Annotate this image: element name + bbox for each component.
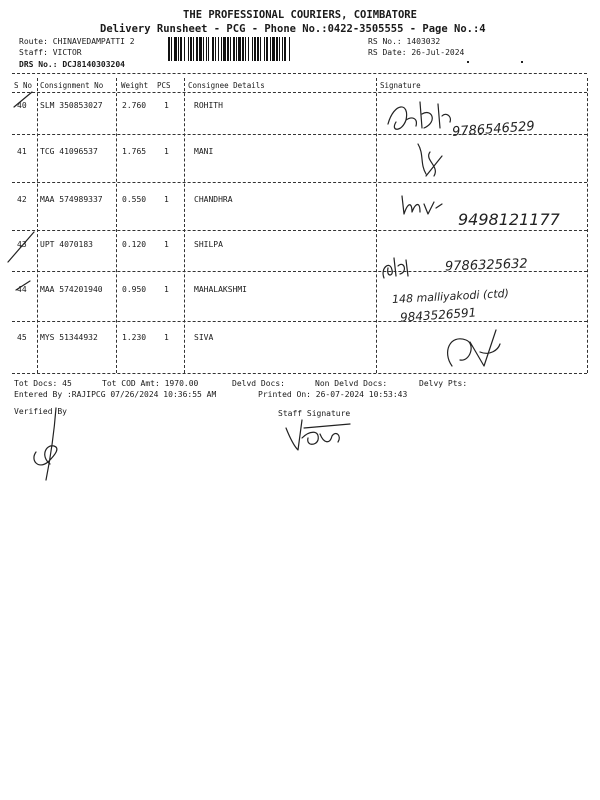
row-weight: 1.765 — [122, 147, 147, 156]
entered-by: Entered By :RAJIPCG 07/26/2024 10:36:55 AM — [14, 390, 217, 399]
route-label: Route: CHINAVEDAMPATTI 2 — [19, 37, 135, 46]
row-weight: 2.760 — [122, 101, 147, 110]
signature-siva — [440, 322, 520, 374]
row-weight: 0.950 — [122, 285, 147, 294]
row-sno: 45 — [17, 333, 27, 342]
col-pcs: PCS — [157, 81, 171, 90]
staff-label: Staff: VICTOR — [19, 48, 82, 57]
handwritten-phone-1: 9786546529 — [451, 119, 536, 140]
col-signature: Signature — [380, 81, 421, 90]
row-consignment: MAA 574201940 — [40, 285, 103, 294]
row-pcs: 1 — [164, 285, 169, 294]
verified-by-label: Verified By — [14, 407, 67, 416]
row-consignment: MAA 574989337 — [40, 195, 103, 204]
col-consignee: Consignee Details — [188, 81, 265, 90]
col-sno: S No — [14, 81, 33, 90]
staff-signature — [280, 414, 360, 454]
row-consignment: UPT 4070183 — [40, 240, 93, 249]
staff-signature-label: Staff Signature — [278, 409, 351, 418]
row-consignee: ROHITH — [194, 101, 223, 110]
row-weight: 0.120 — [122, 240, 147, 249]
row-weight: 1.230 — [122, 333, 147, 342]
row-pcs: 1 — [164, 240, 169, 249]
row-consignee: MANI — [194, 147, 214, 156]
delvy-pts: Delvy Pts: — [419, 379, 468, 388]
handwritten-phone-3: 9786325632 — [444, 256, 528, 275]
row-consignee: CHANDHRA — [194, 195, 233, 204]
handwritten-phone-4: 9843526591 — [399, 305, 477, 325]
row-sno: 40 — [17, 101, 27, 110]
row-weight: 0.550 — [122, 195, 147, 204]
row-sno: 42 — [17, 195, 27, 204]
row-sno: 41 — [17, 147, 27, 156]
handwritten-address: 148 malliyakodi (ctd) — [391, 286, 510, 307]
row-consignee: SHILPA — [194, 240, 223, 249]
row-pcs: 1 — [164, 101, 169, 110]
company-name: THE PROFESSIONAL COURIERS, COIMBATORE — [183, 9, 417, 21]
col-consignment: Consignment No — [40, 81, 104, 90]
non-delvd-docs: Non Delvd Docs: — [315, 379, 388, 388]
row-consignment: TCG 41096537 — [40, 147, 98, 156]
col-weight: Weight — [121, 81, 149, 90]
rs-no: RS No.: 1403032 — [368, 37, 441, 46]
drs-value: DCJ8140303204 — [62, 60, 125, 69]
verifier-signature — [20, 404, 80, 484]
delvd-docs: Delvd Docs: — [232, 379, 285, 388]
drs-label-text: DRS No.: — [19, 60, 58, 69]
row-pcs: 1 — [164, 147, 169, 156]
row-pcs: 1 — [164, 195, 169, 204]
runsheet-title: Delivery Runsheet - PCG - Phone No.:0422-3505555 - Page No.:4 — [100, 23, 486, 35]
signature-shilpa — [378, 250, 428, 284]
row-consignee: SIVA — [194, 333, 214, 342]
tot-docs: Tot Docs: 45 — [14, 379, 72, 388]
row-consignment: MYS 51344932 — [40, 333, 98, 342]
row-pcs: 1 — [164, 333, 169, 342]
printed-on: Printed On: 26-07-2024 10:53:43 — [258, 390, 408, 399]
handwritten-phone-2: 9498121177 — [458, 210, 560, 229]
rs-date: RS Date: 26-Jul-2024 — [368, 48, 465, 57]
tot-cod-amt: Tot COD Amt: 1970.00 — [102, 379, 199, 388]
row-sno: 44 — [17, 285, 27, 294]
row-sno: 43 — [17, 240, 27, 249]
row-consignee: MAHALAKSHMI — [194, 285, 247, 294]
row-consignment: SLM 350853027 — [40, 101, 103, 110]
